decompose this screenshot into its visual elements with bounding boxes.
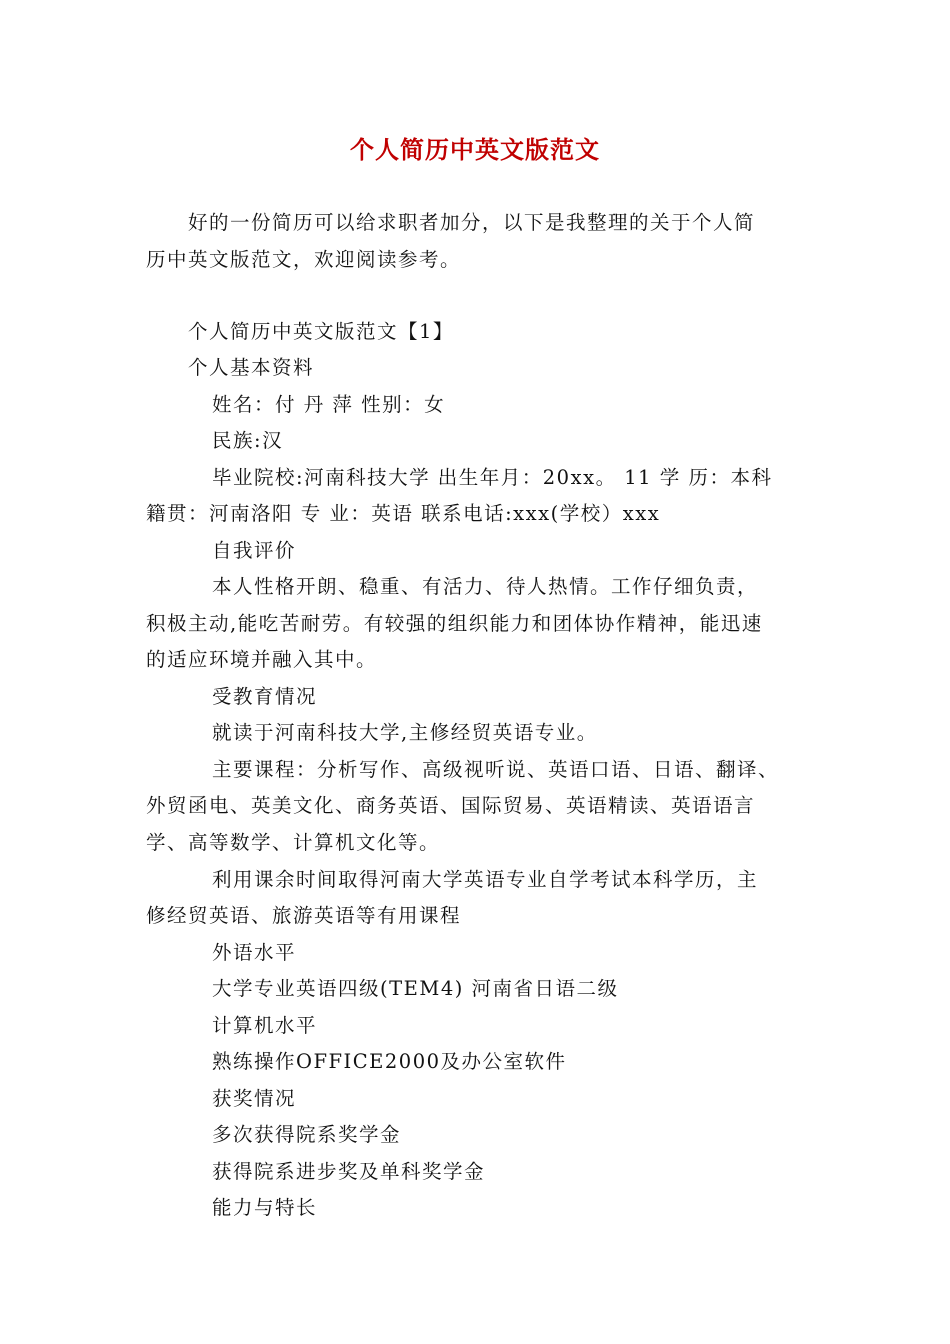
courses-line-1: 主要课程：分析写作、高级视听说、英语口语、日语、翻译、 <box>212 758 780 781</box>
section-heading-resume-1: 个人简历中英文版范文【1】 <box>188 320 454 343</box>
heading-self-evaluation: 自我评价 <box>212 539 297 562</box>
self-study-line-2: 修经贸英语、旅游英语等有用课程 <box>146 904 462 927</box>
award-line-2: 获得院系进步奖及单科奖学金 <box>212 1160 486 1183</box>
award-line-1: 多次获得院系奖学金 <box>212 1123 402 1146</box>
intro-line-1: 好的一份简历可以给求职者加分，以下是我整理的关于个人简 <box>188 211 756 234</box>
self-study-line-1: 利用课余时间取得河南大学英语专业自学考试本科学历，主 <box>212 868 759 891</box>
heading-awards: 获奖情况 <box>212 1087 297 1110</box>
heading-education: 受教育情况 <box>212 685 318 708</box>
heading-foreign-language: 外语水平 <box>212 941 297 964</box>
education-line: 就读于河南科技大学,主修经贸英语专业。 <box>212 721 598 744</box>
courses-line-3: 学、高等数学、计算机文化等。 <box>146 831 441 854</box>
document-title: 个人简历中英文版范文 <box>350 136 600 164</box>
self-evaluation-line-2: 积极主动,能吃苦耐劳。有较强的组织能力和团体协作精神，能迅速 <box>146 612 763 635</box>
courses-line-2: 外贸函电、英美文化、商务英语、国际贸易、英语精读、英语语言 <box>146 794 756 817</box>
school-birth-line: 毕业院校:河南科技大学 出生年月：20xx。 11 学 历：本科 <box>212 466 773 489</box>
heading-computer-skills: 计算机水平 <box>212 1014 318 1037</box>
intro-line-2: 历中英文版范文，欢迎阅读参考。 <box>146 248 462 271</box>
foreign-language-line: 大学专业英语四级(TEM4) 河南省日语二级 <box>212 977 619 1000</box>
self-evaluation-line-1: 本人性格开朗、稳重、有活力、待人热情。工作仔细负责， <box>212 575 759 598</box>
self-evaluation-line-3: 的适应环境并融入其中。 <box>146 648 378 671</box>
heading-abilities: 能力与特长 <box>212 1196 318 1219</box>
name-gender-line: 姓名：付 丹 萍 性别：女 <box>212 393 446 416</box>
ethnicity-line: 民族:汉 <box>212 429 284 452</box>
heading-basic-info: 个人基本资料 <box>188 356 315 379</box>
hometown-major-phone-line: 籍贯：河南洛阳 专 业：英语 联系电话:xxx(学校）xxx <box>146 502 661 525</box>
computer-skills-line: 熟练操作OFFICE2000及办公室软件 <box>212 1050 567 1073</box>
